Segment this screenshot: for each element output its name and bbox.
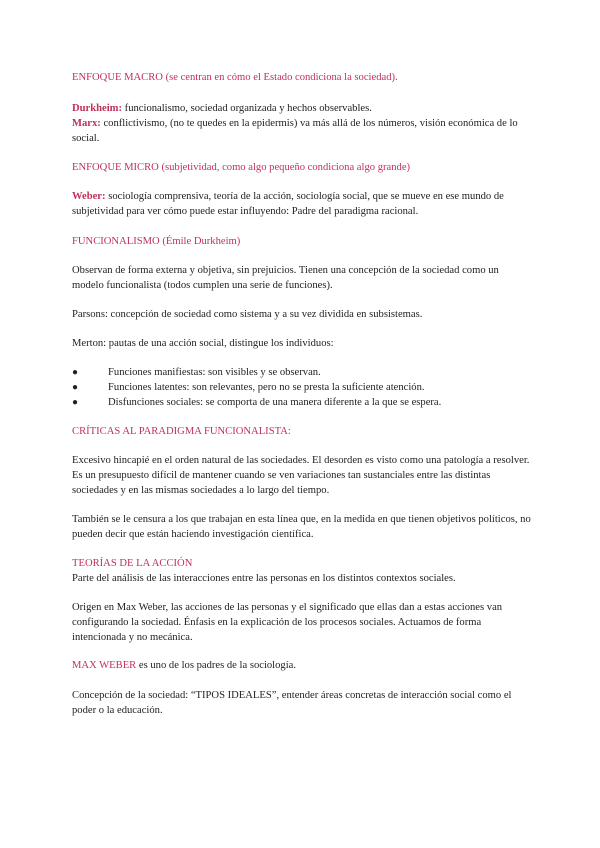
max-weber-label: MAX WEBER: [72, 660, 137, 671]
marx-line: [72, 116, 532, 146]
parsons-paragraph: Parsons: concepción de sociedad como sistema y a su vez dividida en subsistemas.: [72, 309, 423, 320]
max-weber-text: es uno de los padres de la sociología.: [136, 660, 297, 671]
merton-paragraph: Merton: pautas de una acción social, distingue los individuos:: [72, 338, 334, 349]
criticas-paragraph-2: También se le censura a los que trabajan en esta línea que, en la medida en que tienen objetivos políticos, no pueden decir que están haciendo investigación científica.: [72, 514, 531, 540]
list-item-text: Funciones manifiestas: son visibles y se observan.: [108, 367, 321, 378]
weber-text: sociología comprensiva, teoría de la acción, sociología social, que se mueve en ese mundo de subjetividad para ver cómo puede estar influyendo: Padre del paradigma racional.: [72, 191, 504, 217]
heading-funcionalismo: FUNCIONALISMO (Émile Durkheim): [72, 236, 241, 247]
heading-enfoque-macro: ENFOQUE MACRO (se centran en cómo el Estado condiciona la sociedad).: [72, 72, 398, 83]
accion-paragraph-1: Parte del análisis de las interacciones entre las personas en los distintos contextos sociales.: [72, 573, 456, 584]
durkheim-line: [72, 101, 532, 116]
durkheim-text: funcionalismo, sociedad organizada y hechos observables.: [122, 103, 372, 114]
accion-paragraph-2: Origen en Max Weber, las acciones de las personas y el significado que ellas dan a estas acciones van configurando la sociedad. Énfasis en la explicación de los procesos sociales. Actuamos de forma intencionada y no mecánica.: [72, 602, 503, 643]
durkheim-label: Durkheim:: [72, 103, 123, 114]
marx-text: conflictivismo, (no te quedes en la epidermis) va más allá de los números, visión económica de lo social.: [72, 118, 518, 144]
max-weber-line: [72, 658, 532, 673]
weber-line: [72, 189, 532, 219]
list-item-text: Disfunciones sociales: se comporta de una manera diferente a la que se espera.: [108, 397, 442, 408]
list-item-text: Funciones latentes: son relevantes, pero no se presta la suficiente atención.: [108, 382, 425, 393]
bullet-icon: ●: [72, 397, 79, 408]
funcionalismo-paragraph-1: Observan de forma externa y objetiva, sin prejuicios. Tienen una concepción de la sociedad como un modelo funcionalista (todos cumplen una serie de funciones).: [72, 265, 499, 291]
tipos-ideales-paragraph: Concepción de la sociedad: “TIPOS IDEALES”, entender áreas concretas de interacción social como el poder o la educación.: [72, 690, 512, 716]
heading-criticas: CRÍTICAS AL PARADIGMA FUNCIONALISTA:: [72, 426, 291, 437]
criticas-paragraph-1: Excesivo hincapié en el orden natural de las sociedades. El desorden es visto como una patología a resolver. Es un presupuesto difícil de mantener cuando se ven variaciones tan sustanciales entre las distintas sociedades y en las mismas sociedades a lo largo del tiempo.: [72, 455, 530, 496]
bullet-icon: ●: [72, 367, 79, 378]
heading-enfoque-micro: ENFOQUE MICRO (subjetividad, como algo pequeño condiciona algo grande): [72, 162, 411, 173]
heading-teorias-accion: TEORÍAS DE LA ACCIÓN: [72, 558, 193, 569]
bullet-icon: ●: [72, 382, 79, 393]
weber-label: Weber:: [72, 191, 106, 202]
marx-label: Marx:: [72, 118, 101, 129]
